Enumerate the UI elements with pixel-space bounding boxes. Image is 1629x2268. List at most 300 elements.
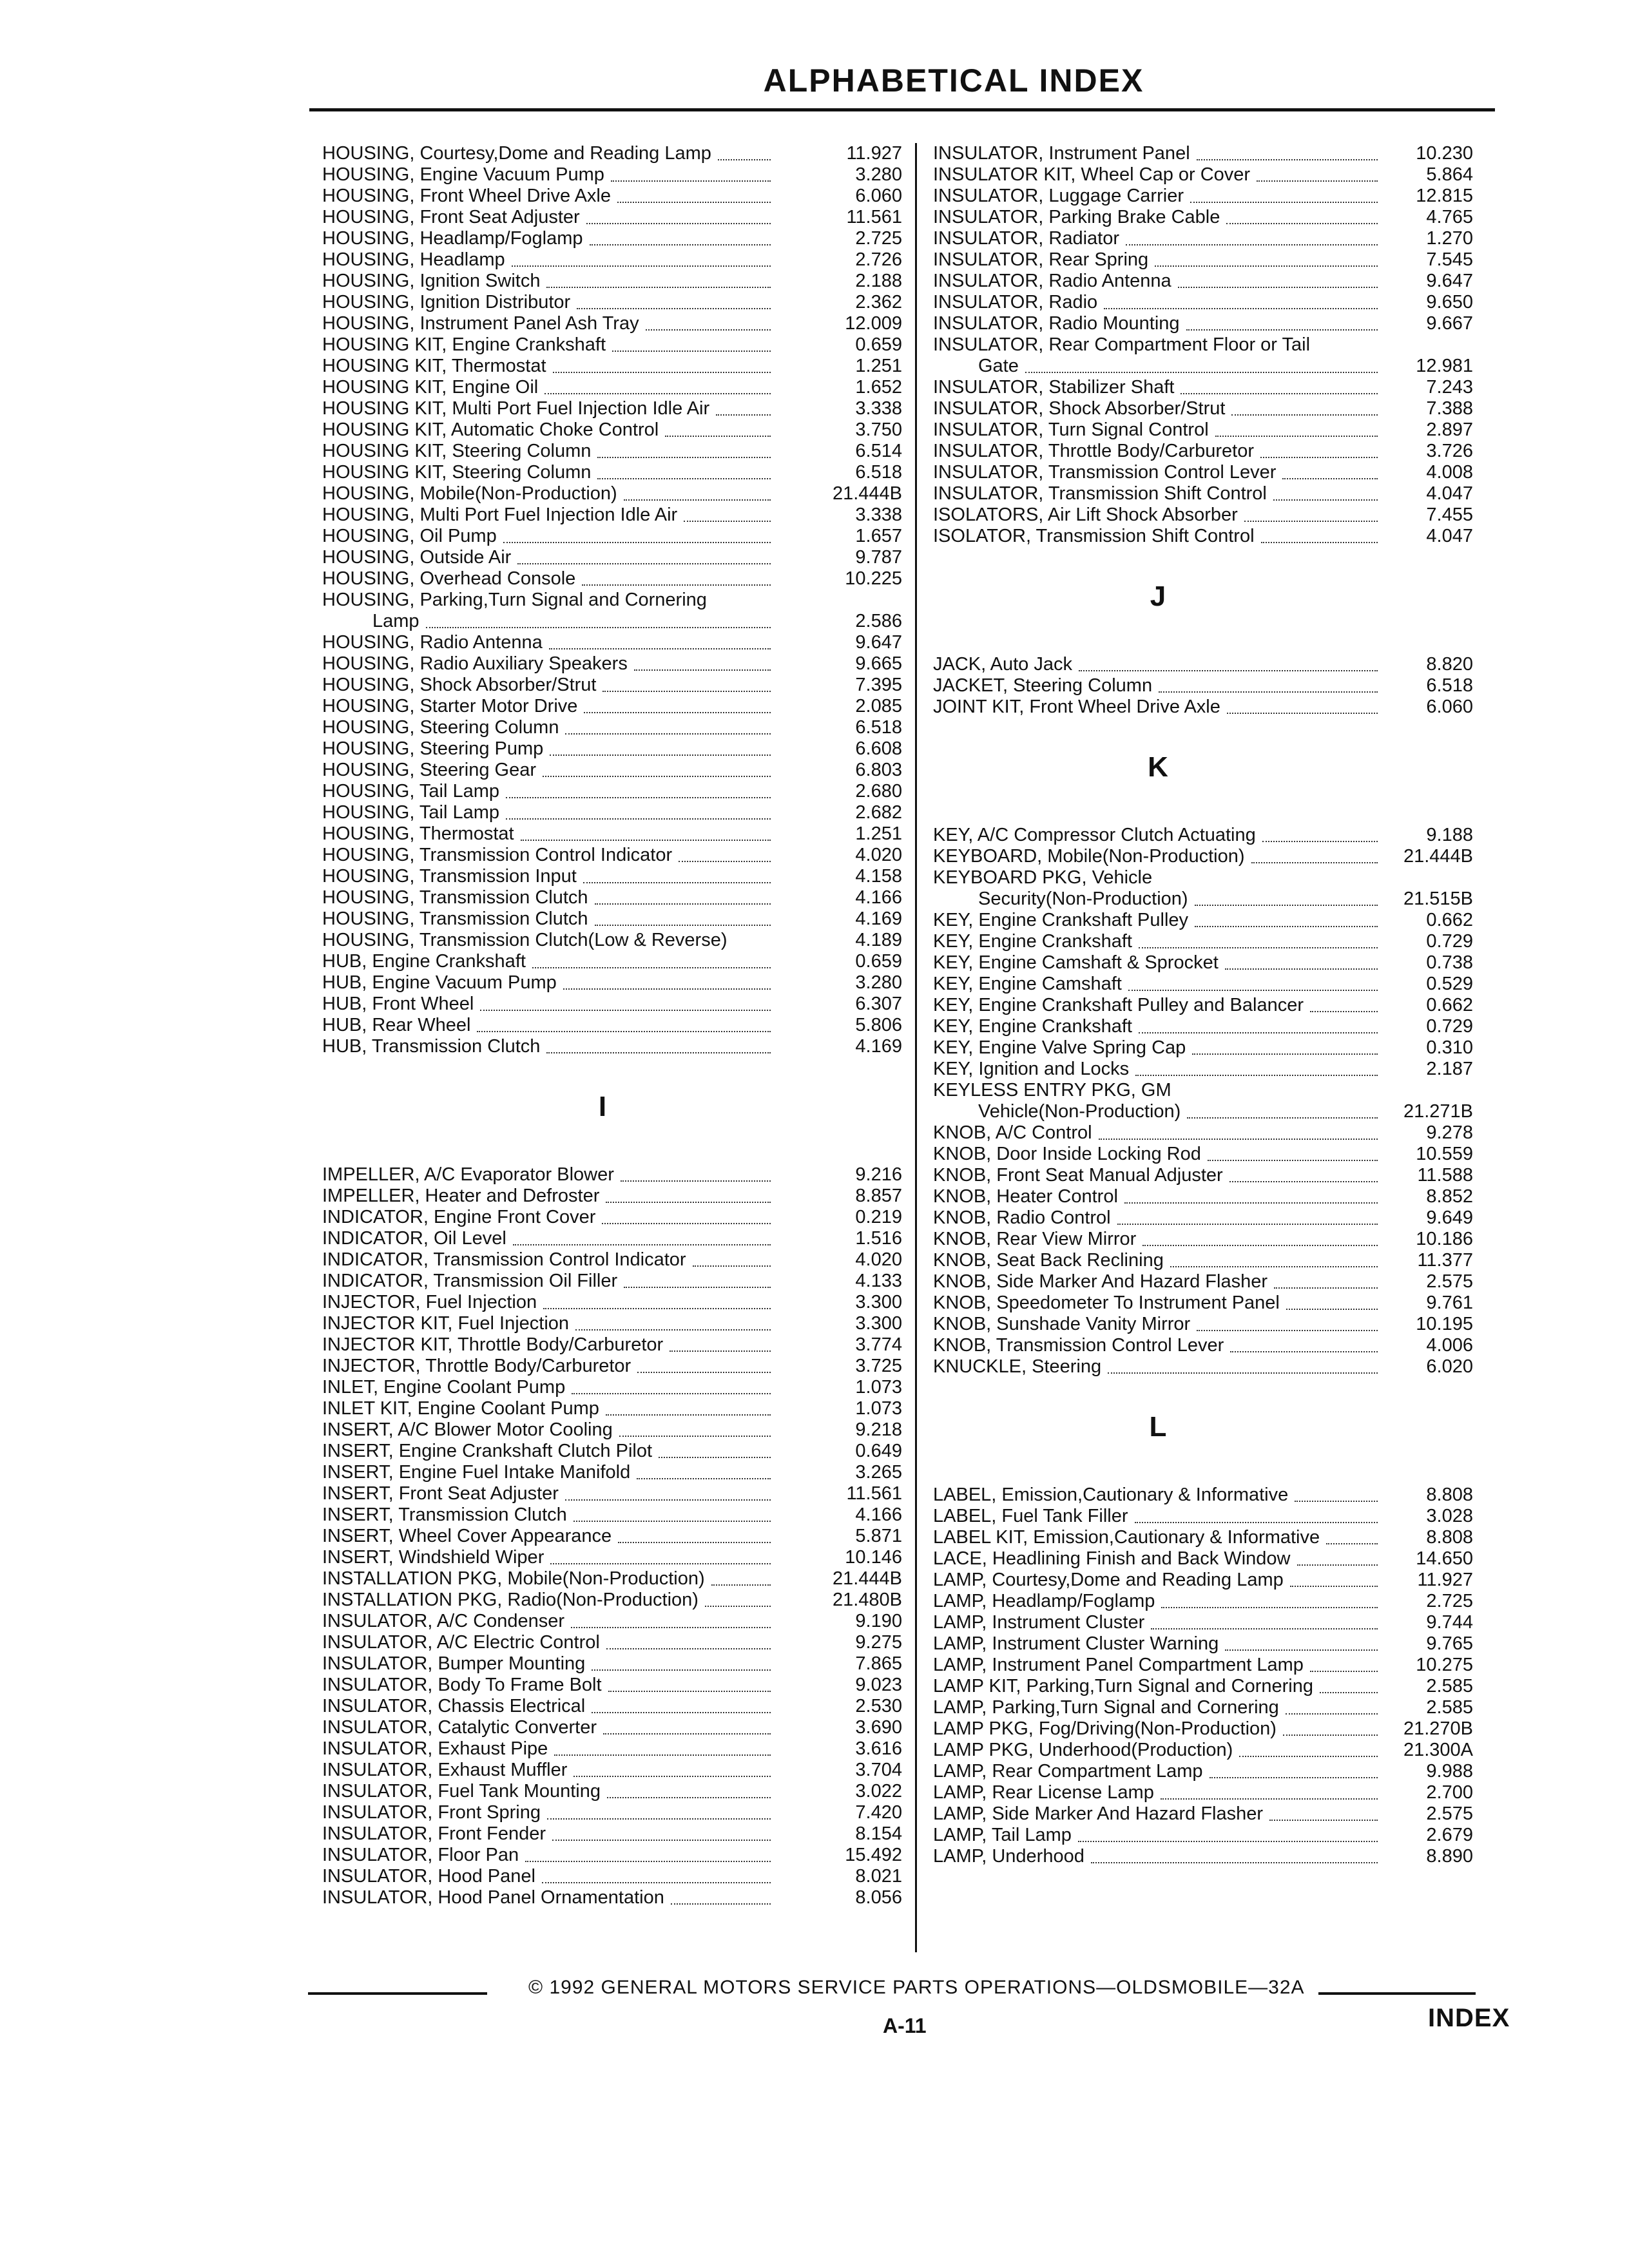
- index-entry: [933, 1740, 1473, 1761]
- entry-name: LAMP, Underhood: [933, 1846, 1084, 1867]
- entry-name: LAMP, Rear Compartment Lamp: [933, 1761, 1203, 1782]
- dot-leader: [716, 414, 771, 416]
- index-entry: [933, 292, 1473, 313]
- index-entry: [933, 1229, 1473, 1250]
- dot-leader: [617, 202, 771, 203]
- entry-name: KNOB, Rear View Mirror: [933, 1229, 1137, 1249]
- index-entry: [322, 1015, 902, 1036]
- dot-leader: [607, 1797, 771, 1798]
- entry-name: KEY, Engine Camshaft & Sprocket: [933, 952, 1219, 973]
- entry-reference: 2.187: [1426, 1059, 1473, 1079]
- entry-reference: 1.251: [855, 356, 902, 376]
- index-entry: [933, 207, 1473, 228]
- dot-leader: [550, 1563, 771, 1564]
- dot-leader: [1197, 159, 1378, 160]
- entry-reference: 10.225: [845, 568, 902, 589]
- index-entry: [322, 994, 902, 1015]
- entry-name: INSERT, Windshield Wiper: [322, 1547, 545, 1568]
- dot-leader: [637, 1478, 771, 1479]
- dot-leader: [1117, 1224, 1378, 1225]
- entry-reference: 4.020: [855, 845, 902, 865]
- entry-reference: 5.871: [855, 1526, 902, 1546]
- entry-name: KEY, Engine Valve Spring Cap: [933, 1037, 1186, 1058]
- entry-reference: 7.545: [1426, 249, 1473, 270]
- entry-name: INSULATOR, Radio Mounting: [933, 313, 1180, 334]
- index-entry: [322, 1845, 902, 1866]
- index-entry: [933, 1591, 1473, 1612]
- index-entry: [933, 846, 1473, 867]
- entry-reference: 4.047: [1426, 483, 1473, 504]
- index-entry: [322, 696, 902, 717]
- index-entry: [322, 1547, 902, 1568]
- entry-reference: 2.680: [855, 781, 902, 802]
- entry-name: IMPELLER, A/C Evaporator Blower: [322, 1164, 614, 1185]
- entry-name: INSULATOR, Exhaust Muffler: [322, 1760, 568, 1780]
- dot-leader: [517, 563, 771, 564]
- dot-leader: [550, 754, 771, 756]
- entry-reference: 21.444B: [1403, 846, 1473, 867]
- entry-name: KEY, Engine Camshaft: [933, 974, 1122, 994]
- entry-reference: 12.815: [1416, 186, 1473, 206]
- entry-name: HOUSING KIT, Automatic Choke Control: [322, 419, 659, 440]
- entry-name: LAMP, Courtesy,Dome and Reading Lamp: [933, 1570, 1284, 1590]
- entry-name: INSULATOR, Catalytic Converter: [322, 1717, 597, 1738]
- index-entry: [322, 1823, 902, 1845]
- entry-name: INSULATOR, Body To Frame Bolt: [322, 1675, 602, 1695]
- entry-reference: 0.649: [855, 1441, 902, 1461]
- entry-name: LAMP PKG, Fog/Driving(Non-Production): [933, 1718, 1277, 1739]
- index-entry: [322, 547, 902, 568]
- entry-reference: 7.865: [855, 1653, 902, 1674]
- dot-leader: [546, 287, 771, 288]
- dot-leader: [553, 372, 771, 373]
- dot-leader: [532, 967, 771, 968]
- index-entry: [933, 1612, 1473, 1633]
- index-entry: [933, 143, 1473, 164]
- index-entry: [322, 866, 902, 887]
- entry-reference: 8.857: [855, 1186, 902, 1206]
- index-entry: [933, 1676, 1473, 1697]
- dot-leader: [1108, 1372, 1378, 1374]
- dot-leader: [1139, 1032, 1378, 1033]
- entry-name: HOUSING, Multi Port Fuel Injection Idle Air: [322, 505, 678, 525]
- entry-reference: 6.803: [855, 760, 902, 780]
- entry-name: INSULATOR, Stabilizer Shaft: [933, 377, 1175, 398]
- entry-name: LABEL, Fuel Tank Filler: [933, 1506, 1128, 1526]
- entry-reference: 15.492: [845, 1845, 902, 1865]
- entry-reference: 6.020: [1426, 1356, 1473, 1377]
- entry-reference: 2.679: [1426, 1825, 1473, 1845]
- footer-rule-left: [308, 1992, 487, 1995]
- dot-leader: [1197, 1330, 1378, 1331]
- entry-name: HUB, Front Wheel: [322, 994, 474, 1014]
- index-entry: [933, 1506, 1473, 1527]
- entry-name: INSULATOR, Luggage Carrier: [933, 186, 1184, 206]
- entry-name: INSULATOR, A/C Condenser: [322, 1611, 565, 1631]
- entry-name: HOUSING KIT, Engine Oil: [322, 377, 539, 398]
- section-letter-heading: [933, 718, 1473, 825]
- index-entry: [322, 1887, 902, 1908]
- entry-name: HOUSING, Steering Pump: [322, 738, 544, 759]
- dot-leader: [1186, 329, 1378, 331]
- entry-name: KNOB, A/C Control: [933, 1122, 1092, 1143]
- dot-leader: [608, 1691, 771, 1692]
- dot-leader: [684, 521, 771, 522]
- dot-leader: [506, 818, 771, 820]
- dot-leader: [1170, 1266, 1378, 1267]
- index-entry: [322, 823, 902, 845]
- index-entry: [322, 1526, 902, 1547]
- entry-name: HOUSING, Headlamp: [322, 249, 505, 270]
- entry-reference: 4.169: [855, 908, 902, 929]
- page-title: ALPHABETICAL INDEX: [763, 62, 1144, 99]
- entry-name: ISOLATOR, Transmission Shift Control: [933, 526, 1255, 546]
- entry-name: INLET KIT, Engine Coolant Pump: [322, 1398, 599, 1419]
- entry-name: HOUSING, Starter Motor Drive: [322, 696, 578, 716]
- entry-name: INJECTOR, Fuel Injection: [322, 1292, 537, 1312]
- entry-reference: 3.725: [855, 1356, 902, 1376]
- dot-leader: [624, 1287, 771, 1288]
- entry-reference: 3.338: [855, 398, 902, 419]
- index-entry: [322, 462, 902, 483]
- entry-reference: 0.662: [1426, 910, 1473, 930]
- index-entry: [322, 972, 902, 994]
- entry-name: INDICATOR, Engine Front Cover: [322, 1207, 596, 1227]
- entry-name: INSULATOR, Throttle Body/Carburetor: [933, 441, 1255, 461]
- entry-name: HOUSING, Oil Pump: [322, 526, 497, 546]
- entry-name: INSTALLATION PKG, Mobile(Non-Production): [322, 1568, 705, 1589]
- index-column-right: [933, 143, 1473, 1867]
- entry-name: JACK, Auto Jack: [933, 654, 1072, 675]
- entry-reference: 5.864: [1426, 164, 1473, 185]
- entry-reference: 7.395: [855, 675, 902, 695]
- index-entry: [322, 1632, 902, 1653]
- index-entry: [322, 1483, 902, 1504]
- dot-leader: [1230, 1351, 1378, 1352]
- index-entry: [322, 271, 902, 292]
- entry-name: INSULATOR, Bumper Mounting: [322, 1653, 586, 1674]
- entry-reference: 10.559: [1416, 1144, 1473, 1164]
- index-entry: [933, 1548, 1473, 1570]
- entry-name: ISOLATORS, Air Lift Shock Absorber: [933, 505, 1238, 525]
- entry-reference: 21.480B: [832, 1590, 902, 1610]
- index-entry: [322, 419, 902, 441]
- index-entry: [933, 1314, 1473, 1335]
- section-letter-heading: [933, 547, 1473, 654]
- index-entry: [322, 143, 902, 164]
- entry-name: INSULATOR, Hood Panel Ornamentation: [322, 1887, 664, 1908]
- entry-name: KEY, Engine Crankshaft: [933, 1016, 1132, 1037]
- entry-name: HOUSING, Courtesy,Dome and Reading Lamp: [322, 143, 711, 164]
- entry-reference: 10.146: [845, 1547, 902, 1568]
- index-entry: [933, 1016, 1473, 1037]
- dot-leader: [1195, 926, 1378, 927]
- dot-leader: [597, 478, 771, 479]
- index-entry: [933, 952, 1473, 974]
- dot-leader: [1126, 244, 1378, 245]
- entry-reference: 9.667: [1426, 313, 1473, 334]
- entry-reference: 9.647: [855, 632, 902, 653]
- index-entry: [933, 697, 1473, 718]
- index-entry: [322, 930, 902, 951]
- dot-leader: [542, 1882, 771, 1883]
- dot-leader: [584, 712, 771, 713]
- dot-leader: [477, 1031, 771, 1032]
- entry-reference: 9.665: [855, 653, 902, 674]
- index-entry: [933, 910, 1473, 931]
- entry-name: KEYBOARD, Mobile(Non-Production): [933, 846, 1245, 867]
- entry-reference: 9.650: [1426, 292, 1473, 312]
- index-entry: [933, 1655, 1473, 1676]
- entry-reference: 8.021: [855, 1866, 902, 1887]
- entry-reference: 2.530: [855, 1696, 902, 1716]
- entry-name: HOUSING KIT, Steering Column: [322, 441, 592, 461]
- index-entry: [322, 1760, 902, 1781]
- dot-leader: [1124, 1202, 1378, 1204]
- entry-name: KEYBOARD PKG, Vehicle: [933, 867, 1153, 888]
- dot-leader: [637, 1372, 771, 1373]
- index-entry: [322, 717, 902, 738]
- entry-reference: 0.219: [855, 1207, 902, 1227]
- entry-reference: 21.300A: [1403, 1740, 1473, 1760]
- entry-name: KEY, Ignition and Locks: [933, 1059, 1130, 1079]
- entry-name: INSULATOR, Radio Antenna: [933, 271, 1171, 291]
- entry-name: LAMP, Instrument Cluster Warning: [933, 1633, 1219, 1654]
- index-entry: [933, 1293, 1473, 1314]
- entry-name: HOUSING KIT, Steering Column: [322, 462, 592, 483]
- entry-reference: 11.377: [1417, 1250, 1473, 1271]
- entry-name: INSERT, A/C Blower Motor Cooling: [322, 1419, 613, 1440]
- entry-name: KNOB, Seat Back Reclining: [933, 1250, 1164, 1271]
- dot-leader: [1151, 1628, 1378, 1629]
- index-entry: [933, 1782, 1473, 1803]
- dot-leader: [572, 1393, 771, 1394]
- index-entry: [322, 1186, 902, 1207]
- index-entry: [933, 186, 1473, 207]
- index-entry: [933, 526, 1473, 547]
- entry-name: LAMP, Instrument Panel Compartment Lamp: [933, 1655, 1304, 1675]
- dot-leader: [525, 1861, 771, 1862]
- entry-name: KEY, Engine Crankshaft Pulley: [933, 910, 1189, 930]
- entry-name: HOUSING, Shock Absorber/Strut: [322, 675, 597, 695]
- dot-leader: [574, 1776, 771, 1777]
- entry-reference: 3.774: [855, 1334, 902, 1355]
- entry-name: HOUSING, Thermostat: [322, 823, 514, 844]
- entry-reference: 6.518: [1426, 675, 1473, 696]
- index-entry: [322, 1249, 902, 1271]
- entry-reference: 2.586: [855, 611, 902, 631]
- entry-reference: 3.726: [1426, 441, 1473, 461]
- entry-reference: 21.270B: [1403, 1718, 1473, 1739]
- section-letter: L: [1149, 1411, 1167, 1443]
- dot-leader: [571, 1627, 771, 1628]
- index-entry: [322, 653, 902, 675]
- index-entry: [322, 1568, 902, 1590]
- index-entry: [933, 356, 1473, 377]
- entry-name: HOUSING, Radio Auxiliary Speakers: [322, 653, 628, 674]
- entry-name: HOUSING, Transmission Clutch(Low & Reverse): [322, 930, 728, 950]
- entry-reference: 11.927: [1417, 1570, 1473, 1590]
- entry-name: INSULATOR, Rear Compartment Floor or Tail: [933, 334, 1311, 355]
- entry-reference: 8.808: [1426, 1527, 1473, 1548]
- dot-leader: [521, 840, 771, 841]
- index-entry: [322, 1228, 902, 1249]
- index-entry: [322, 1207, 902, 1228]
- entry-reference: 0.729: [1426, 1016, 1473, 1037]
- entry-reference: 7.420: [855, 1802, 902, 1823]
- dot-leader: [1190, 202, 1378, 203]
- entry-name: KEY, Engine Crankshaft Pulley and Balancer: [933, 995, 1304, 1015]
- entry-reference: 8.056: [855, 1887, 902, 1908]
- entry-reference: 9.649: [1426, 1207, 1473, 1228]
- index-entry: [933, 1825, 1473, 1846]
- entry-name: HOUSING, Transmission Clutch: [322, 908, 588, 929]
- entry-name: INSULATOR, Hood Panel: [322, 1866, 535, 1887]
- dot-leader: [1192, 1053, 1378, 1055]
- dot-leader: [565, 1499, 771, 1501]
- entry-reference: 2.362: [855, 292, 902, 312]
- entry-name: INSULATOR, Shock Absorber/Strut: [933, 398, 1226, 419]
- section-letter: J: [1150, 581, 1166, 612]
- entry-reference: 6.060: [1426, 697, 1473, 717]
- entry-reference: 0.529: [1426, 974, 1473, 994]
- entry-name: HOUSING KIT, Multi Port Fuel Injection Idle Air: [322, 398, 710, 419]
- dot-leader: [1215, 436, 1378, 437]
- entry-reference: 21.271B: [1403, 1101, 1473, 1122]
- index-entry: [933, 1037, 1473, 1059]
- entry-reference: 2.700: [1426, 1782, 1473, 1803]
- entry-reference: 9.218: [855, 1419, 902, 1440]
- index-entry: [933, 419, 1473, 441]
- entry-reference: 0.310: [1426, 1037, 1473, 1058]
- index-entry: [933, 1718, 1473, 1740]
- dot-leader: [545, 393, 771, 394]
- dot-leader: [1161, 1798, 1378, 1800]
- index-entry: [322, 1462, 902, 1483]
- dot-leader: [1099, 1139, 1378, 1140]
- dot-leader: [1227, 713, 1378, 714]
- entry-name: INDICATOR, Transmission Oil Filler: [322, 1271, 618, 1291]
- index-entry: [322, 1738, 902, 1760]
- index-entry: [322, 1356, 902, 1377]
- entry-name: KNOB, Side Marker And Hazard Flasher: [933, 1271, 1268, 1292]
- entry-reference: 3.300: [855, 1313, 902, 1334]
- entry-name: HOUSING, Tail Lamp: [322, 802, 500, 823]
- entry-name: KNOB, Front Seat Manual Adjuster: [933, 1165, 1223, 1186]
- dot-leader: [1226, 223, 1378, 224]
- entry-reference: 1.270: [1426, 228, 1473, 249]
- index-entry: [322, 1611, 902, 1632]
- entry-reference: 12.009: [845, 313, 902, 334]
- index-entry: [322, 186, 902, 207]
- index-entry: [933, 1803, 1473, 1825]
- entry-reference: 4.020: [855, 1249, 902, 1270]
- entry-reference: 2.575: [1426, 1803, 1473, 1824]
- entry-reference: 8.820: [1426, 654, 1473, 675]
- index-entry: [933, 1761, 1473, 1782]
- index-entry: [322, 483, 902, 505]
- dot-leader: [543, 1308, 771, 1309]
- dot-leader: [611, 180, 771, 182]
- entry-name: HOUSING, Overhead Console: [322, 568, 576, 589]
- index-entry: [933, 825, 1473, 846]
- index-entry: [933, 1633, 1473, 1655]
- entry-reference: 11.561: [846, 207, 902, 227]
- index-entry: [933, 1122, 1473, 1144]
- entry-reference: 0.738: [1426, 952, 1473, 973]
- entry-name: HUB, Transmission Clutch: [322, 1036, 541, 1057]
- entry-reference: 11.588: [1417, 1165, 1473, 1186]
- entry-name: INDICATOR, Transmission Control Indicator: [322, 1249, 686, 1270]
- entry-reference: 9.988: [1426, 1761, 1473, 1782]
- index-entry: [322, 207, 902, 228]
- index-entry: [322, 951, 902, 972]
- entry-reference: 3.022: [855, 1781, 902, 1802]
- dot-leader: [547, 1818, 771, 1820]
- entry-name: KNOB, Speedometer To Instrument Panel: [933, 1293, 1280, 1313]
- column-divider: [915, 143, 917, 1952]
- index-entry: [322, 526, 902, 547]
- index-entry: [322, 164, 902, 186]
- index-entry: [322, 887, 902, 908]
- index-entry: [322, 802, 902, 823]
- dot-leader: [503, 542, 771, 543]
- entry-name: LAMP PKG, Underhood(Production): [933, 1740, 1233, 1760]
- index-entry: [322, 1441, 902, 1462]
- entry-reference: 7.455: [1426, 505, 1473, 525]
- index-entry: [933, 1485, 1473, 1506]
- dot-leader: [506, 797, 771, 798]
- entry-name: KNOB, Heater Control: [933, 1186, 1118, 1207]
- entry-name: KEYLESS ENTRY PKG, GM: [933, 1080, 1171, 1100]
- entry-reference: 3.750: [855, 419, 902, 440]
- dot-leader: [1078, 1841, 1378, 1842]
- index-entry: [322, 1398, 902, 1419]
- index-entry: [322, 738, 902, 760]
- entry-reference: 9.023: [855, 1675, 902, 1695]
- dot-leader: [583, 882, 771, 883]
- entry-name: HOUSING, Outside Air: [322, 547, 512, 568]
- entry-name: INSULATOR, Turn Signal Control: [933, 419, 1209, 440]
- dot-leader: [606, 1648, 771, 1649]
- entry-reference: 3.028: [1426, 1506, 1473, 1526]
- entry-reference: 21.444B: [832, 483, 902, 504]
- index-entry: [933, 462, 1473, 483]
- index-entry: [322, 1590, 902, 1611]
- section-letter-heading: [322, 1057, 902, 1164]
- index-entry: [322, 228, 902, 249]
- dot-leader: [1231, 414, 1378, 416]
- dot-leader: [602, 691, 771, 692]
- dot-leader: [634, 669, 771, 671]
- index-entry: [933, 334, 1473, 356]
- entry-name: KNOB, Radio Control: [933, 1207, 1111, 1228]
- entry-reference: 0.659: [855, 951, 902, 972]
- dot-leader: [595, 903, 771, 905]
- entry-reference: 0.729: [1426, 931, 1473, 952]
- index-column-left: [322, 143, 902, 1908]
- index-entry: [322, 505, 902, 526]
- entry-reference: 21.444B: [832, 1568, 902, 1589]
- dot-leader: [1225, 968, 1378, 970]
- dot-leader: [711, 1584, 771, 1586]
- dot-leader: [619, 1436, 771, 1437]
- dot-leader: [606, 1414, 771, 1416]
- page-number: A-11: [883, 2014, 927, 2037]
- entry-reference: 1.251: [855, 823, 902, 844]
- index-entry: [933, 889, 1473, 910]
- entry-reference: 2.726: [855, 249, 902, 270]
